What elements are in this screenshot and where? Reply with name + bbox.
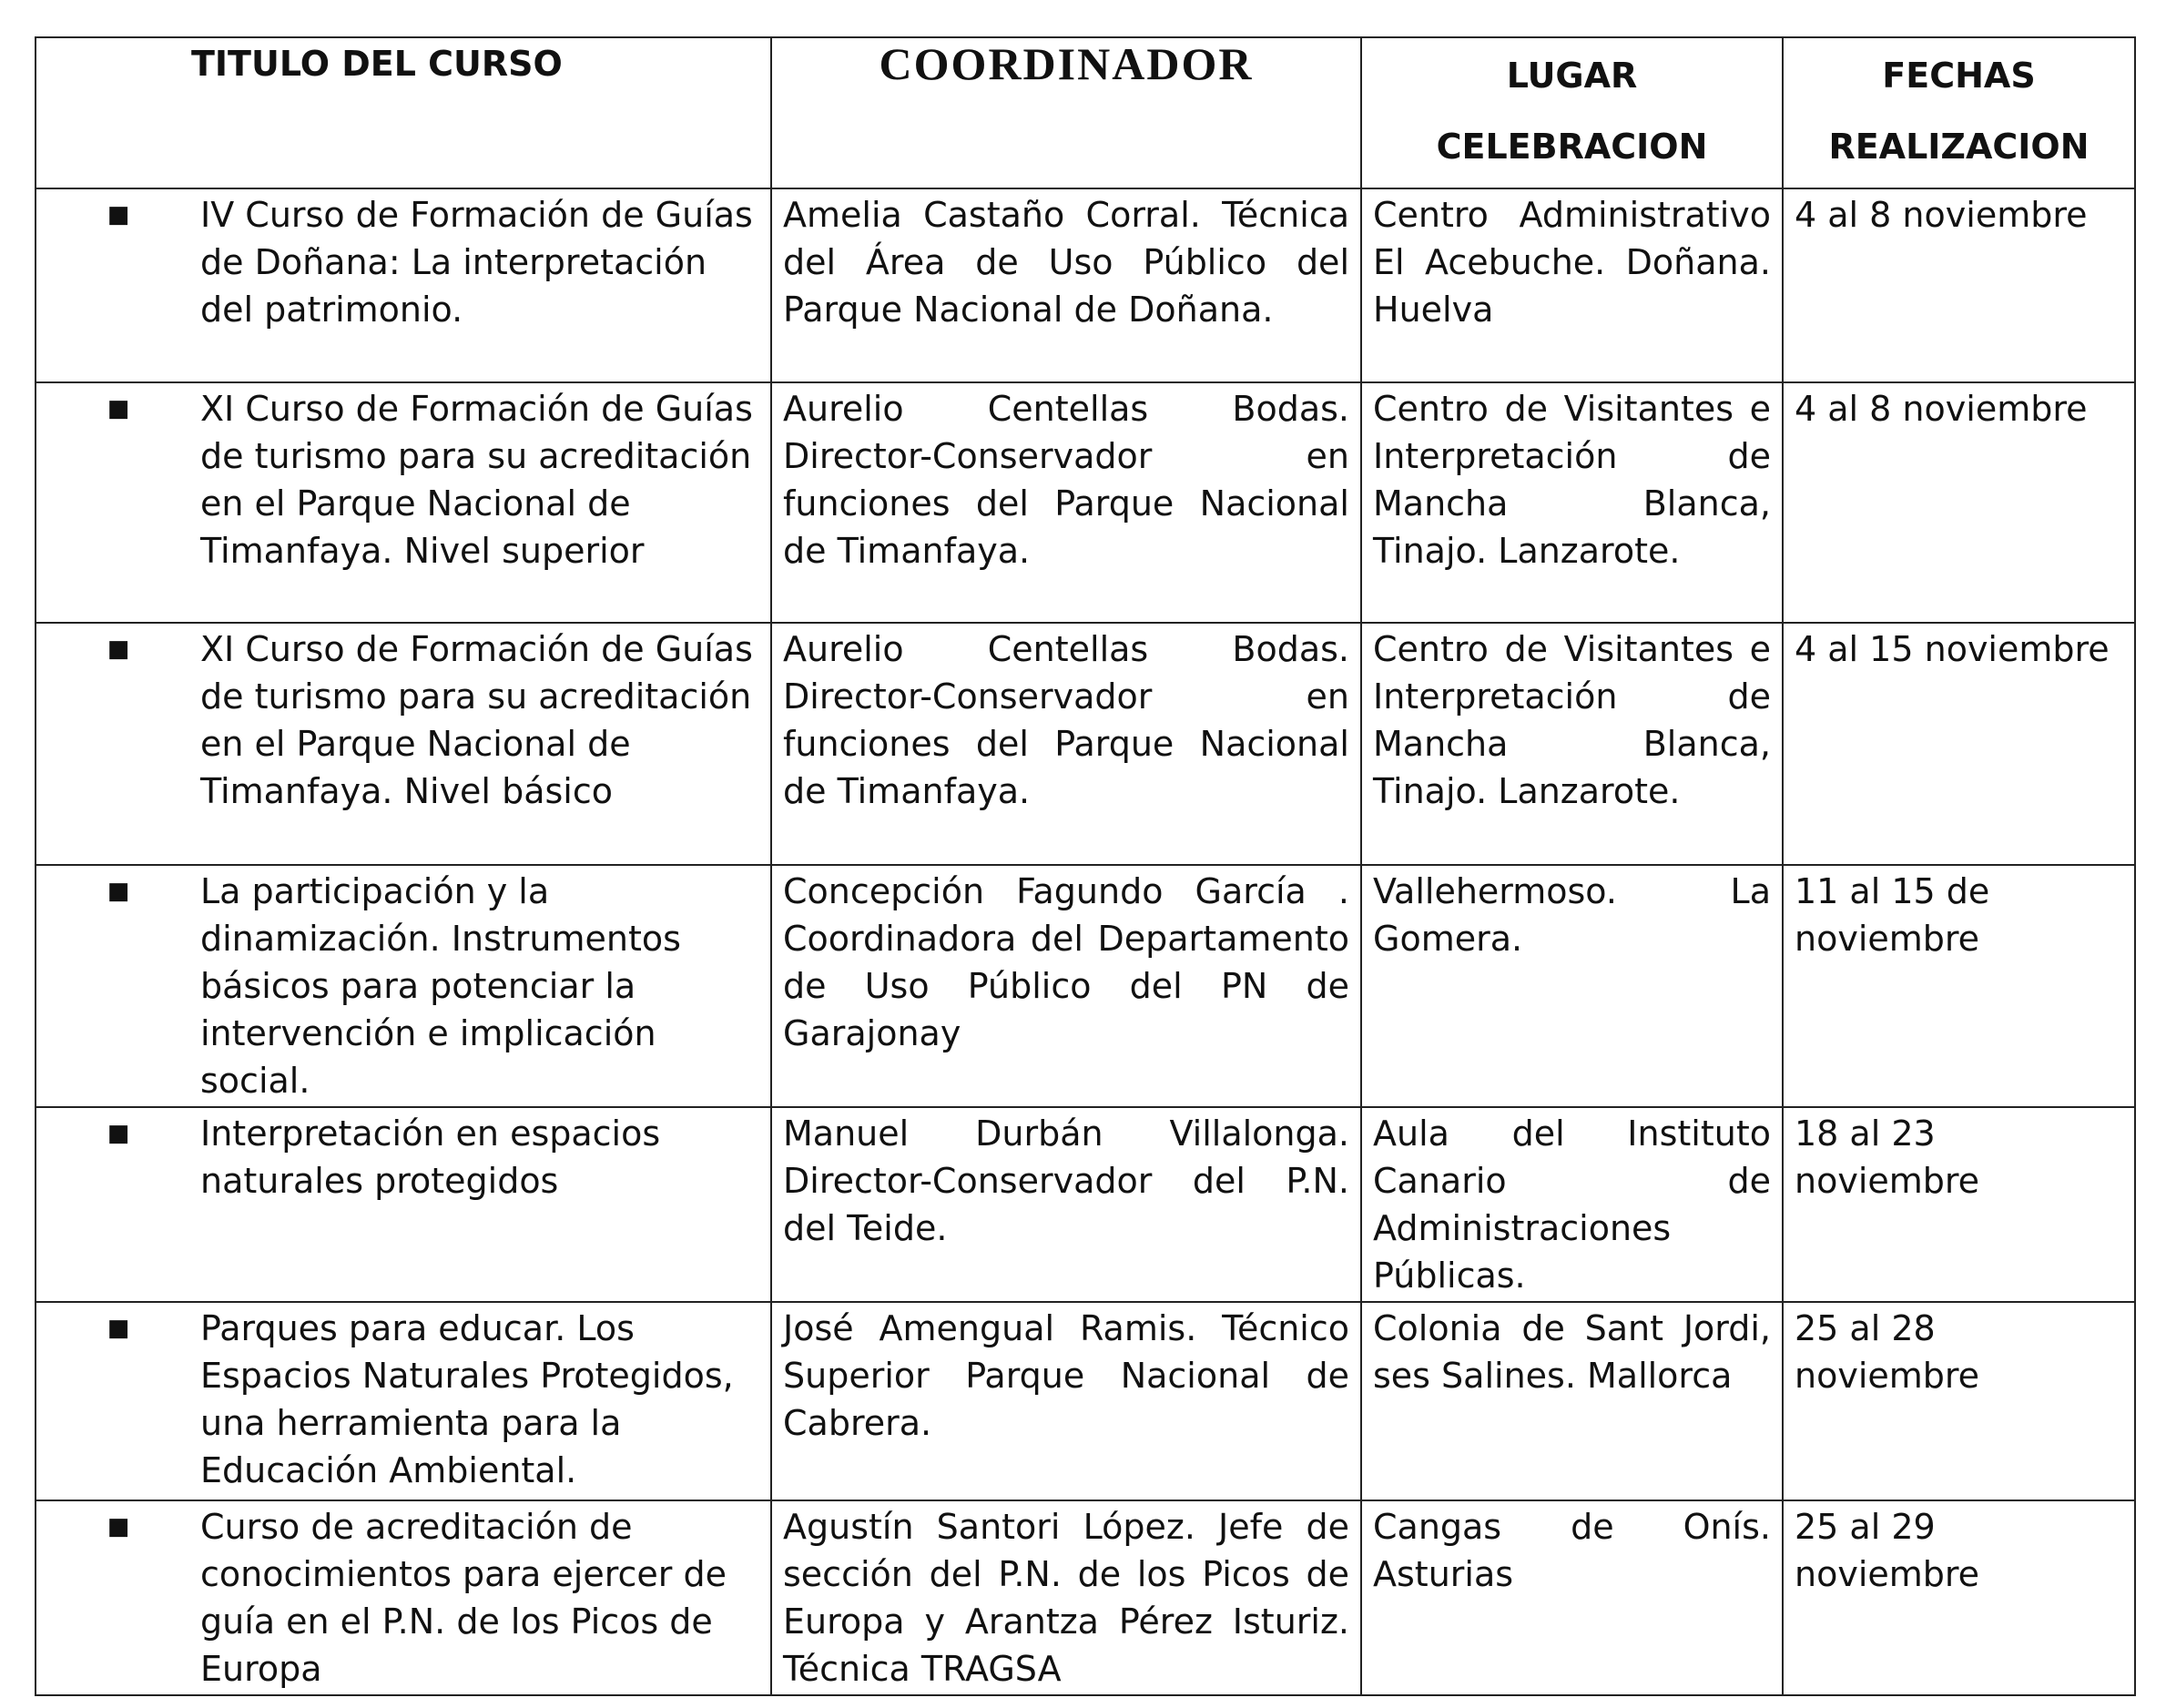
header-place-line1: LUGAR xyxy=(1506,56,1638,96)
cell-title xyxy=(36,865,771,1107)
course-title: IV Curso de Formación de Guías de Doñana: La interpretación del patrimonio. xyxy=(200,195,753,330)
cell-coordinator: Concepción Fagundo García . Coordinadora del Departamento de Uso Público del PN de Garajonay xyxy=(771,865,1361,1107)
table-row xyxy=(36,1107,2135,1302)
table-row xyxy=(36,382,2135,623)
square-bullet-icon: ■ xyxy=(107,395,130,422)
cell-coordinator: Agustín Santori López. Jefe de sección del P.N. de los Picos de Europa y Arantza Pérez Isturiz. Técnica TRAGSA xyxy=(771,1500,1361,1695)
cell-place: Vallehermoso. La Gomera. xyxy=(1361,865,1783,1107)
course-title: Curso de acreditación de conocimientos para ejercer de guía en el P.N. de los Picos de Europa xyxy=(200,1507,727,1689)
courses-table xyxy=(35,36,2136,1696)
cell-coordinator: José Amengual Ramis. Técnico Superior Parque Nacional de Cabrera. xyxy=(771,1302,1361,1500)
cell-title xyxy=(36,1302,771,1500)
cell-dates: 18 al 23 noviembre xyxy=(1783,1107,2135,1302)
cell-dates: 25 al 29 noviembre xyxy=(1783,1500,2135,1695)
header-place xyxy=(1361,37,1783,188)
square-bullet-icon: ■ xyxy=(107,1315,130,1342)
course-title: XI Curso de Formación de Guías de turismo para su acreditación en el Parque Nacional de Timanfaya. Nivel básico xyxy=(200,629,753,811)
cell-place: Centro Administrativo El Acebuche. Doñana. Huelva xyxy=(1361,188,1783,382)
header-coordinator: COORDINADOR xyxy=(771,37,1361,188)
table-row xyxy=(36,1500,2135,1695)
header-place-line2: CELEBRACION xyxy=(1436,127,1708,167)
cell-place: Centro de Visitantes e Interpretación de Mancha Blanca, Tinajo. Lanzarote. xyxy=(1361,382,1783,623)
cell-coordinator: Manuel Durbán Villalonga. Director-Conservador del P.N. del Teide. xyxy=(771,1107,1361,1302)
header-title: TITULO DEL CURSO xyxy=(36,37,771,188)
header-dates xyxy=(1783,37,2135,188)
cell-coordinator: Amelia Castaño Corral. Técnica del Área de Uso Público del Parque Nacional de Doñana. xyxy=(771,188,1361,382)
course-title: Parques para educar. Los Espacios Naturales Protegidos, una herramienta para la Educación Ambiental. xyxy=(200,1308,734,1490)
square-bullet-icon: ■ xyxy=(107,201,130,229)
table-row xyxy=(36,865,2135,1107)
cell-coordinator: Aurelio Centellas Bodas. Director-Conservador en funciones del Parque Nacional de Timanfaya. xyxy=(771,382,1361,623)
course-title: XI Curso de Formación de Guías de turismo para su acreditación en el Parque Nacional de Timanfaya. Nivel superior xyxy=(200,389,753,571)
table-row xyxy=(36,1302,2135,1500)
cell-title xyxy=(36,623,771,865)
square-bullet-icon: ■ xyxy=(107,635,130,663)
header-row xyxy=(36,37,2135,188)
cell-place: Aula del Instituto Canario de Administraciones Públicas. xyxy=(1361,1107,1783,1302)
square-bullet-icon: ■ xyxy=(107,878,130,905)
square-bullet-icon: ■ xyxy=(107,1513,130,1540)
cell-dates: 4 al 15 noviembre xyxy=(1783,623,2135,865)
cell-coordinator: Aurelio Centellas Bodas. Director-Conservador en funciones del Parque Nacional de Timanfaya. xyxy=(771,623,1361,865)
cell-dates: 4 al 8 noviembre xyxy=(1783,188,2135,382)
cell-title xyxy=(36,188,771,382)
header-dates-line1: FECHAS xyxy=(1882,56,2036,96)
header-dates-line2: REALIZACION xyxy=(1828,127,2090,167)
cell-dates: 11 al 15 de noviembre xyxy=(1783,865,2135,1107)
course-title: Interpretación en espacios naturales protegidos xyxy=(200,1113,661,1201)
course-title: La participación y la dinamización. Instrumentos básicos para potenciar la intervención e implicación social. xyxy=(200,871,681,1101)
cell-dates: 25 al 28 noviembre xyxy=(1783,1302,2135,1500)
cell-dates: 4 al 8 noviembre xyxy=(1783,382,2135,623)
cell-title xyxy=(36,1500,771,1695)
table-row xyxy=(36,623,2135,865)
cell-title xyxy=(36,1107,771,1302)
cell-place: Cangas de Onís. Asturias xyxy=(1361,1500,1783,1695)
cell-title xyxy=(36,382,771,623)
cell-place: Centro de Visitantes e Interpretación de Mancha Blanca, Tinajo. Lanzarote. xyxy=(1361,623,1783,865)
square-bullet-icon: ■ xyxy=(107,1120,130,1147)
table-row xyxy=(36,188,2135,382)
cell-place: Colonia de Sant Jordi, ses Salines. Mallorca xyxy=(1361,1302,1783,1500)
